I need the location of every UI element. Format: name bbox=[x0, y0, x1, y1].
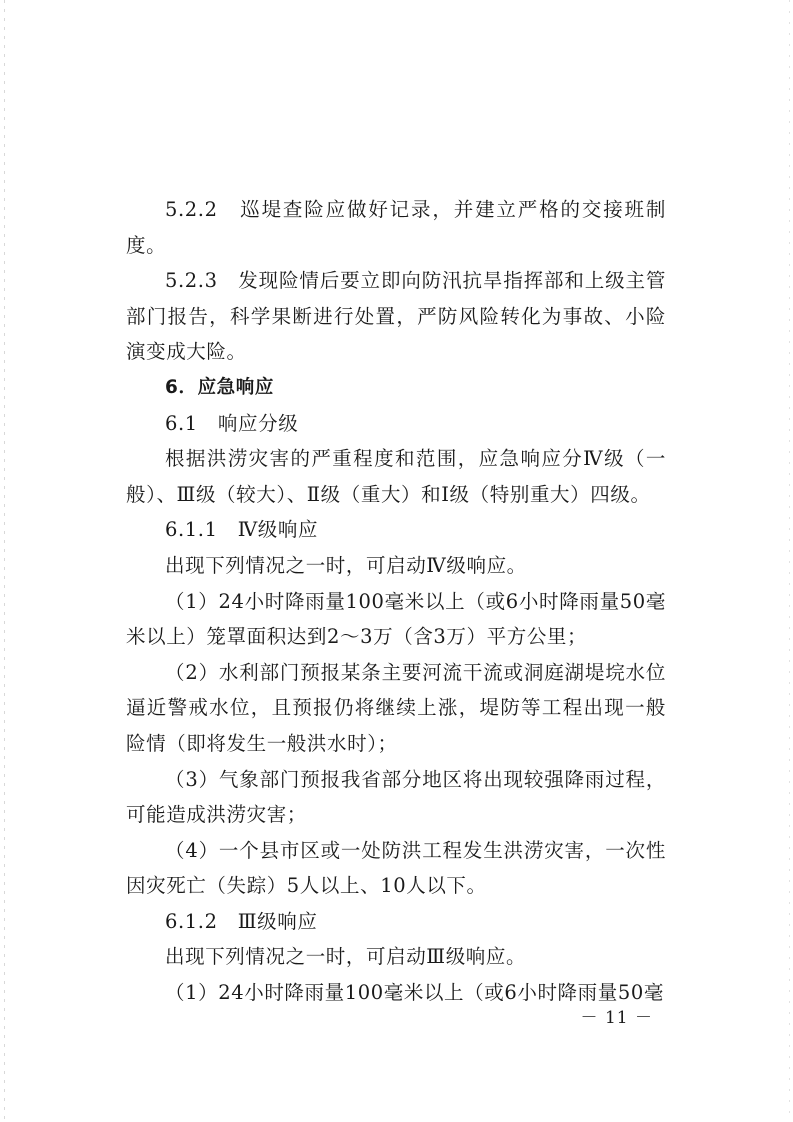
clause-5-2-2: 5.2.2 巡堤查险应做好记录，并建立严格的交接班制度。 bbox=[126, 198, 666, 257]
section-heading-6: 6．应急响应 bbox=[165, 376, 274, 398]
list-item-level4-4: （4）一个县市区或一处防洪工程发生洪涝灾害，一次性因灾死亡（失踪）5人以上、10人以下。 bbox=[126, 838, 666, 898]
list-item-level4-2: （2）水利部门预报某条主要河流干流或洞庭湖堤垸水位逼近警戒水位，且预报仍将继续上涨，堤防等工程出现一般险情（即将发生一般洪水时）； bbox=[126, 660, 666, 755]
paragraph-level3-intro: 出现下列情况之一时，可启动Ⅲ级响应。 bbox=[165, 945, 527, 969]
scan-edge-left bbox=[4, 0, 5, 1122]
clause-5-2-3: 5.2.3 发现险情后要立即向防汛抗旱指挥部和上级主管部门报告，科学果断进行处置，严防风险转化为事故、小险演变成大险。 bbox=[126, 269, 666, 364]
list-item-level4-1: （1）24小时降雨量100毫米以上（或6小时降雨量50毫米以上）笼罩面积达到2～3万（含3万）平方公里； bbox=[126, 589, 666, 649]
list-item-level4-3: （3）气象部门预报我省部分地区将出现较强降雨过程，可能造成洪涝灾害； bbox=[126, 767, 666, 827]
scan-edge-right bbox=[789, 0, 790, 1122]
list-item-level3-1: （1）24小时降雨量100毫米以上（或6小时降雨量50毫 bbox=[165, 981, 664, 1005]
paragraph-response-levels: 根据洪涝灾害的严重程度和范围，应急响应分Ⅳ级（一般）、Ⅲ级（较大）、Ⅱ级（重大）和Ⅰ级（特别重大）四级。 bbox=[126, 447, 666, 506]
document-body bbox=[126, 192, 666, 1011]
subsection-heading-6-1-2: 6.1.2 Ⅲ级响应 bbox=[165, 909, 318, 933]
subsection-heading-6-1: 6.1 响应分级 bbox=[165, 411, 299, 435]
page-number: － 11 － bbox=[580, 1008, 653, 1028]
paragraph-level4-intro: 出现下列情况之一时，可启动Ⅳ级响应。 bbox=[165, 553, 527, 577]
subsection-heading-6-1-1: 6.1.1 Ⅳ级响应 bbox=[165, 518, 319, 542]
